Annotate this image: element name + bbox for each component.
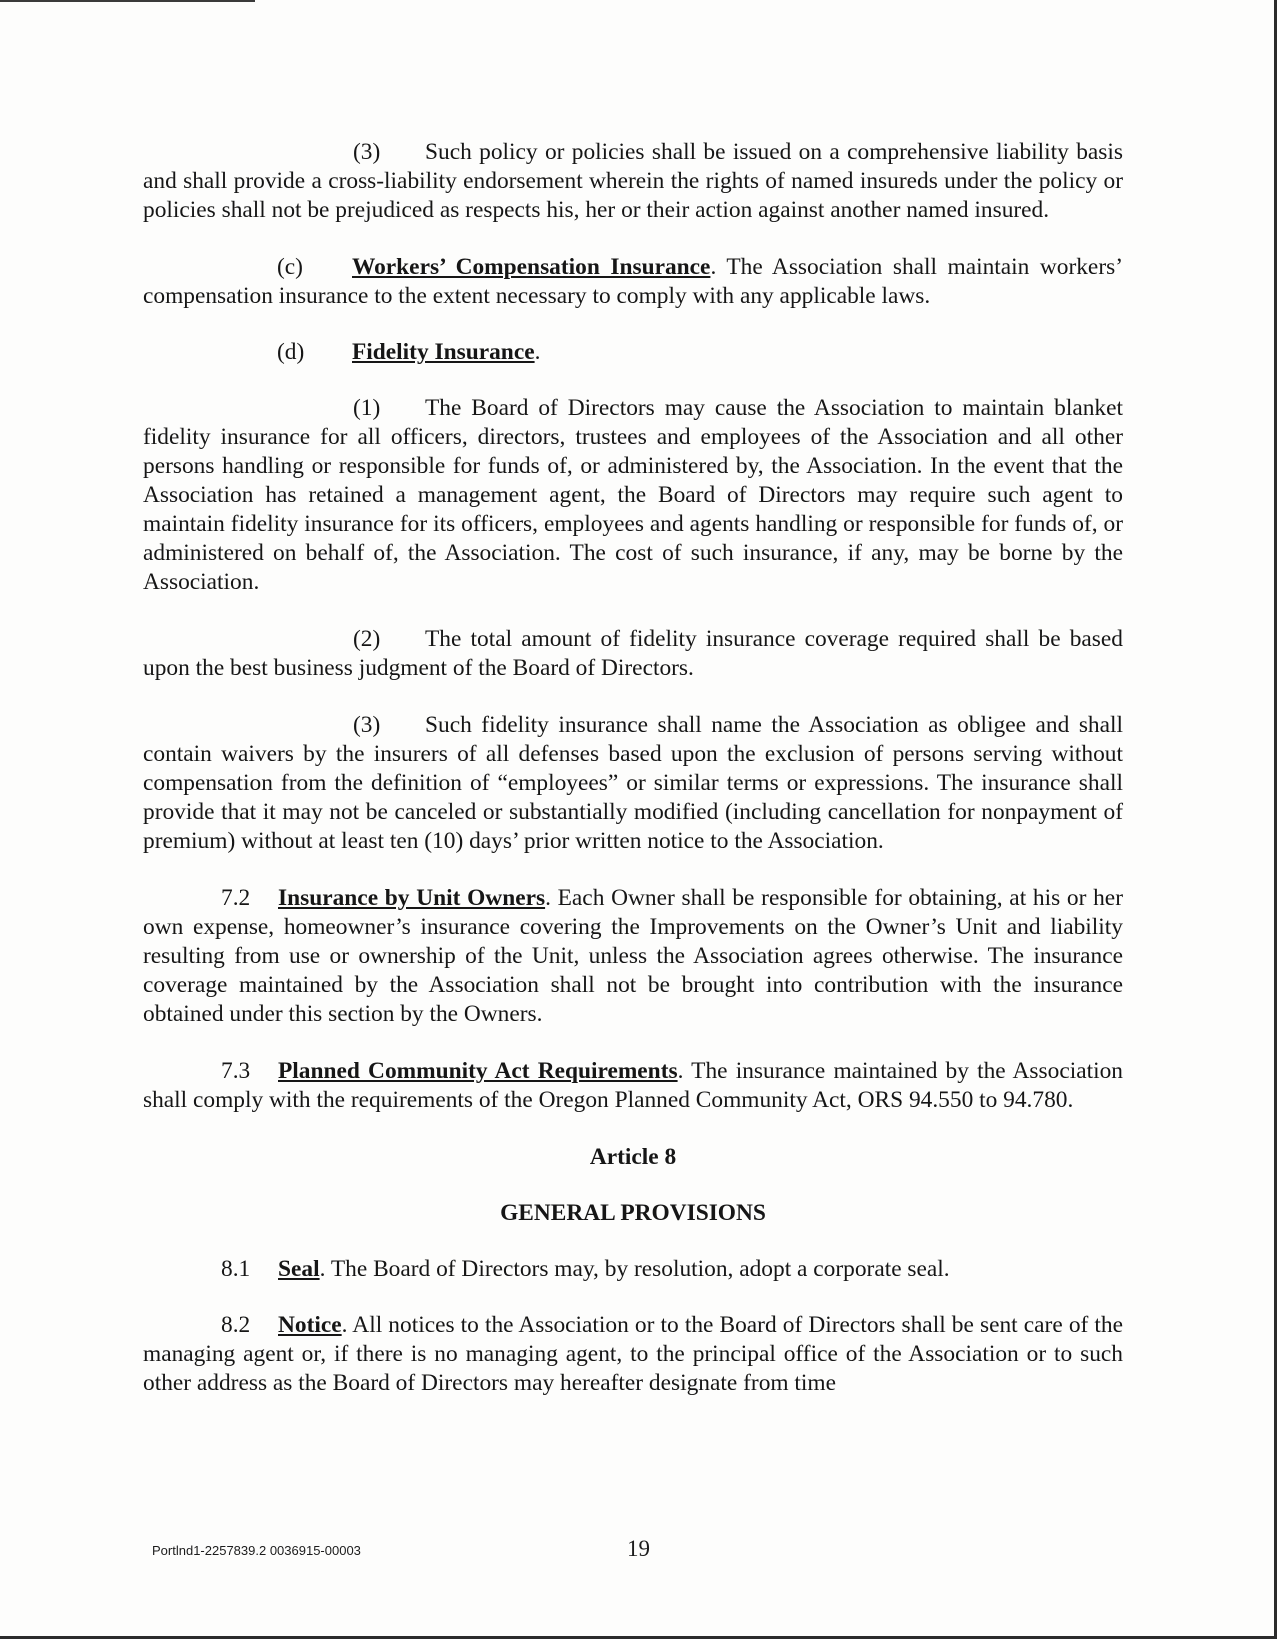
item-number: (c) bbox=[277, 254, 303, 280]
item-number: (3) bbox=[353, 712, 381, 738]
footer-document-id: Portlnd1-2257839.2 0036915-00003 bbox=[152, 1543, 361, 1558]
item-number: (d) bbox=[277, 339, 305, 365]
document-body bbox=[143, 138, 1123, 1426]
paragraph-d1-blanket-fidelity bbox=[143, 394, 1123, 597]
paragraph-c-workers-comp bbox=[143, 253, 1123, 311]
paragraph-text: The Board of Directors may cause the Association to maintain blanket fidelity insurance for all officers, directors, trustees and employees of the Association and all other persons handling or responsible for funds of, or administered by, the Association. In the event that the Association has retained a management agent, the Board of Directors may require such agent to maintain fidelity insurance for its officers, employees and agents handling or responsible for funds of, or administered on behalf of, the Association. The cost of such insurance, if any, may be borne by the Association. bbox=[143, 395, 1123, 595]
footer-page-number: 19 bbox=[627, 1536, 650, 1561]
item-number: 8.2 bbox=[221, 1312, 251, 1338]
paragraph-text: Such fidelity insurance shall name the Association as obligee and shall contain waivers by the insurers of all defenses based upon the exclusion of persons serving without compensation from the definition of “employees” or similar terms or expressions. The insurance shall provide that it may not be canceled or substantially modified (including cancellation for nonpayment of premium) without at least ten (10) days’ prior written notice to the Association. bbox=[143, 712, 1123, 854]
paragraph-8-2-notice bbox=[143, 1311, 1123, 1398]
paragraph-8-1-seal bbox=[143, 1255, 1123, 1284]
scan-edge-top bbox=[0, 0, 255, 2]
paragraph-d-fidelity bbox=[143, 338, 1123, 367]
paragraph-7-3-planned-community bbox=[143, 1057, 1123, 1115]
item-number: 7.3 bbox=[221, 1058, 251, 1084]
paragraph-text: . bbox=[534, 339, 541, 365]
article-subtitle: GENERAL PROVISIONS bbox=[500, 1200, 766, 1226]
paragraph-text: . The insurance maintained by the Association shall comply with the requirements of the Oregon Planned Community Act, ORS 94.550 to 94.780. bbox=[143, 1058, 1123, 1113]
section-heading: Notice bbox=[278, 1312, 342, 1338]
paragraph-text: . The Association shall maintain workers’ compensation insurance to the extent necessary to comply with any applicable laws. bbox=[143, 254, 1123, 309]
paragraph-d2-coverage-amount bbox=[143, 625, 1123, 683]
item-number: (2) bbox=[353, 626, 381, 652]
paragraph-b3-cross-liability bbox=[143, 138, 1123, 225]
section-heading: Seal bbox=[278, 1256, 320, 1282]
paragraph-7-2-unit-owners bbox=[143, 884, 1123, 1029]
section-heading: Fidelity Insurance bbox=[352, 339, 535, 365]
section-heading: Workers’ Compensation Insurance bbox=[352, 254, 711, 280]
item-number: (3) bbox=[353, 139, 381, 165]
paragraph-text: . Each Owner shall be responsible for obtaining, at his or her own expense, homeowner’s insurance covering the Improvements on the Owner’s Unit and liability resulting from use or ownership of the Unit, unless the Association agrees otherwise. The insurance coverage maintained by the Association shall not be brought into contribution with the insurance obtained under this section by the Owners. bbox=[143, 885, 1123, 1027]
section-heading: Planned Community Act Requirements bbox=[278, 1058, 678, 1084]
paragraph-d3-obligee bbox=[143, 711, 1123, 856]
item-number: 8.1 bbox=[221, 1256, 251, 1282]
item-number: (1) bbox=[353, 395, 381, 421]
paragraph-text: Such policy or policies shall be issued on a comprehensive liability basis and shall provide a cross-liability endorsement wherein the rights of named insureds under the policy or policies shall not be prejudiced as respects his, her or their action against another named insured. bbox=[143, 139, 1123, 223]
paragraph-text: . All notices to the Association or to the Board of Directors shall be sent care of the managing agent or, if there is no managing agent, to the principal office of the Association or to such other address as the Board of Directors may hereafter designate from time bbox=[143, 1312, 1123, 1396]
item-number: 7.2 bbox=[221, 885, 251, 911]
section-heading: Insurance by Unit Owners bbox=[278, 885, 546, 911]
paragraph-text: The total amount of fidelity insurance coverage required shall be based upon the best business judgment of the Board of Directors. bbox=[143, 626, 1123, 681]
article-title: Article 8 bbox=[589, 1144, 677, 1170]
paragraph-text: . The Board of Directors may, by resolution, adopt a corporate seal. bbox=[319, 1256, 950, 1282]
